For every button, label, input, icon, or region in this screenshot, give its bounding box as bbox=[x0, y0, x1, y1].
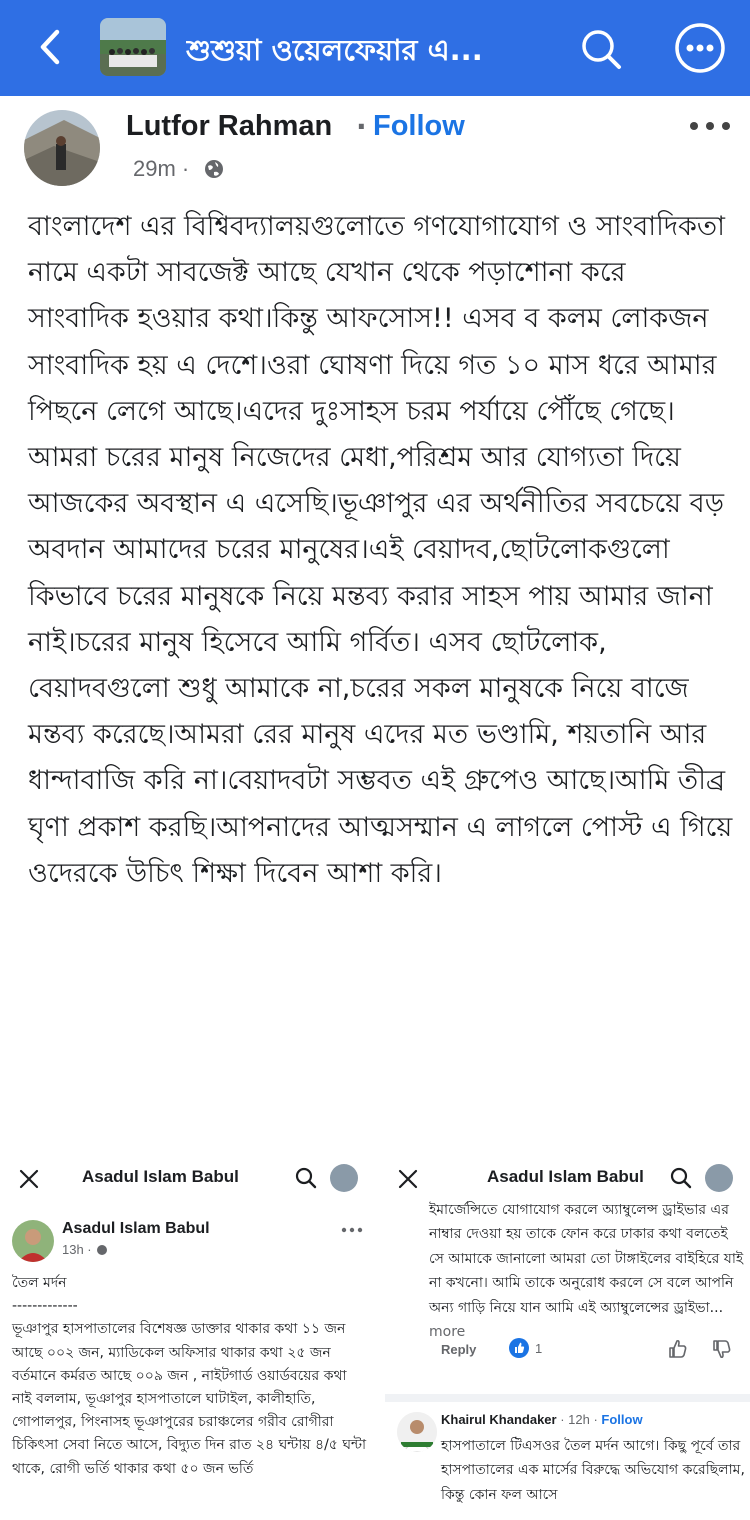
post-options-icon[interactable] bbox=[688, 118, 732, 134]
screenshot-post-time: 13h · bbox=[62, 1242, 92, 1257]
comment-follow-link: Follow bbox=[601, 1412, 643, 1427]
post-meta bbox=[133, 156, 225, 182]
chevron-left-icon[interactable] bbox=[26, 22, 76, 72]
search-icon[interactable] bbox=[578, 26, 624, 72]
post-header bbox=[0, 96, 750, 196]
screenshot-author-name: Asadul Islam Babul bbox=[62, 1220, 210, 1237]
commenter-avatar bbox=[397, 1412, 437, 1452]
close-icon bbox=[18, 1168, 40, 1190]
commenter-name: Khairul Khandaker bbox=[441, 1412, 557, 1427]
search-icon bbox=[294, 1166, 318, 1190]
commenter-line bbox=[441, 1412, 643, 1427]
post-text: বাংলাদেশ এর বিশ্বিবদ্যালয়গুলোতে গণযোগাযোগ ও সাংবাদিকতা নামে একটা সাবজেক্ট আছে যেখান থেকে পড়াশোনা করে সাংবাদিক হওয়ার কথা।কিন্তু আফসোস!! এসব ব কলম লোকজন সাংবাদিক হয় এ দেশে।ওরা ঘোষণা দিয়ে গত ১০ মাস ধরে আমার পিছনে লেগে আছে।এদের দুঃসাহস চরম পর্যায়ে পৌঁছে গেছে।আমরা চরের মানুষ নিজেদের মেধা,পরিশ্রম আর যোগ্যতা দিয়ে আজকের অবস্থান এ এসেছি।ভূঞাপুর এর অর্থনীতির সবচেয়ে বড় অবদান আমাদের চরের মানুষের।এই বেয়াদব,ছোটলোকগুলো কিভাবে চরের মানুষকে নিয়ে মন্তব্য করার সাহস পায় আমার জানা নাই।চরের মানুষ হিসেবে আমি গর্বিত। এসব ছোটলোক, বেয়াদবগুলো শুধু আমাকে না,চরের সকল মানুষকে নিয়ে বাজে মন্তব্য করেছে।আমরা রের মানুষ এদের মত ভণ্ডামি, শয়তানি আর ধান্দাবাজি করি না।বেয়াদবটা সম্ভবত এই গ্রুপেও আছে।আমি তীব্র ঘৃণা প্রকাশ করছি।আপনাদের আত্মসম্মান এ লাগলে পোস্ট এ গিয়ে ওদেরকে উচিৎ শিক্ষা দিবেন আশা করি। bbox=[28, 211, 733, 889]
more-horizontal-circle-icon[interactable] bbox=[674, 22, 726, 74]
post-options-icon bbox=[340, 1226, 364, 1234]
attached-image-left[interactable] bbox=[0, 1150, 375, 1520]
group-header-bar bbox=[0, 0, 750, 96]
screenshot-bar-name: Asadul Islam Babul bbox=[82, 1167, 239, 1186]
group-title[interactable]: শুশুয়া ওয়েলফেয়ার এ... bbox=[186, 33, 483, 67]
reaction-summary bbox=[509, 1338, 542, 1358]
screenshot-bar-name: Asadul Islam Babul bbox=[487, 1167, 644, 1186]
screenshot-top-bar bbox=[0, 1150, 375, 1208]
thumbs-up-icon bbox=[667, 1338, 689, 1360]
name-separator: · bbox=[356, 110, 367, 143]
profile-thumb bbox=[705, 1164, 733, 1192]
comment-actions bbox=[441, 1338, 741, 1366]
screenshot-comment-text bbox=[429, 1198, 747, 1344]
post-author-name[interactable]: Lutfor Rahman bbox=[126, 110, 333, 142]
like-reaction-icon bbox=[509, 1338, 529, 1358]
author-avatar bbox=[12, 1220, 54, 1262]
post-time[interactable]: 29m · bbox=[133, 156, 190, 181]
author-avatar[interactable] bbox=[24, 110, 100, 186]
comment-time: · 12h · bbox=[560, 1412, 598, 1427]
comment-text: হাসপাতালে টিএসওর তৈল মর্দন আগে। কিছু পূর্বে তার হাসপাতালের এক মার্সের বিরুদ্ধে অভিযোগ করেছিলাম, কিন্তু কোন ফল আসে bbox=[441, 1438, 745, 1503]
globe-icon bbox=[203, 158, 225, 180]
comment-divider bbox=[385, 1394, 750, 1402]
profile-thumb bbox=[330, 1164, 358, 1192]
thumbs-down-icon bbox=[711, 1338, 733, 1360]
comment-body: ইমার্জেন্সিতে যোগাযোগ করলে অ্যাম্বুলেন্স ড্রাইভার এর নাম্বার দেওয়া হয় তাকে ফোন করে ঢাকার কথা বলতেই সে আমাকে জানালো আমরা তো টাঙ্গাইলের বাইহিরে যাই না কখনো। আমি তাকে অনুরোধ করলে সে বলে আপনি অন্য গাড়ি নিয়ে যান আমি এই অ্যাম্বুলেন্সের ড্রাইভা... bbox=[429, 1202, 744, 1316]
screenshot-post-meta bbox=[62, 1242, 108, 1257]
follow-button[interactable]: Follow bbox=[373, 110, 465, 142]
close-icon bbox=[397, 1168, 419, 1190]
see-more-link: more bbox=[429, 1324, 466, 1341]
group-cover-thumbnail[interactable] bbox=[100, 18, 166, 76]
screenshot-post-text: তৈল মর্দন ------------- ভূঞাপুর হাসপাতালের বিশেষজ্ঞ ডাক্তার থাকার কথা ১১ জন আছে ০০২ জন, ম্যাডিকেল অফিসার থাকার কথা ২৫ জন বর্তমানে কর্মরত আছে ০০৯ জন , নাইটগার্ড ওয়ার্ডবয়ের কথা নাই বললাম, ভূঞাপুর হাসপাতালে ঘাটাইল, কালীহাতি, গোপালপুর, পিংনাসহ ভূঞাপুরের চরাঞ্চলের গরীব রোগীরা চিকিৎসা সেবা নিতে আসে, বিদ্যুত দিন রাত ২৪ ঘন্টায় ৪/৫ ঘন্টা থাকে, রোগী ভর্তি থাকার কথা ৫০ জন ভর্তি bbox=[12, 1275, 367, 1477]
reaction-count: 1 bbox=[535, 1340, 543, 1356]
search-icon bbox=[669, 1166, 693, 1190]
globe-icon bbox=[96, 1244, 108, 1256]
attached-image-right[interactable] bbox=[385, 1150, 750, 1520]
reply-link: Reply bbox=[441, 1342, 477, 1357]
